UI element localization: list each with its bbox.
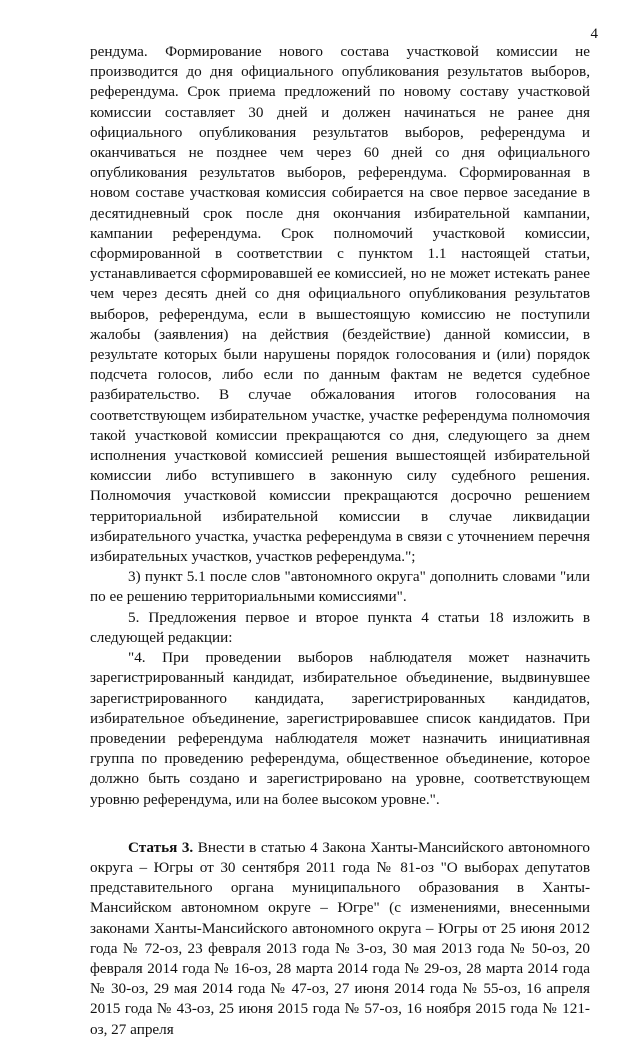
paragraph-item-5: 5. Предложения первое и второе пункта 4 статьи 18 изложить в следующей редакции: bbox=[90, 608, 590, 646]
paragraph-item-3: 3) пункт 5.1 после слов "автономного округа" дополнить словами "или по ее решению территориальными комиссиями". bbox=[90, 568, 590, 606]
article-3-heading: Статья 3. bbox=[128, 838, 194, 856]
article-3-text: Внести в статью 4 Закона Ханты-Мансийского автономного округа – Югры от 30 сентября 2011 года № 81-оз "О выборах депутатов представительного органа муниципального образования в Ханты-Мансийском автономном округе – Югре" (с изменениями, внесенными законами Ханты-Мансийского автономного округа – Югры от 25 июня 2012 года № 72-оз, 23 февраля 2013 года № 3-оз, 30 мая 2013 года № 50-оз, 20 февраля 2014 года № 16-оз, 28 марта 2014 года № 29-оз, 28 марта 2014 года № 30-оз, 29 мая 2014 года № 47-оз, 27 июня 2014 года № 55-оз, 16 апреля 2015 года № 43-оз, 25 июня 2015 года № 57-оз, 16 ноября 2015 года № 121-оз, 27 апреля bbox=[90, 838, 590, 1038]
paragraph-continuation: рендума. Формирование нового состава участковой комиссии не производится до дня официального опубликования результатов выборов, референдума. Срок приема предложений по новому составу участковой комиссии составляет 30 дней и должен начинаться не ранее дня официального опубликования результатов выборов, референдума и оканчиваться не позднее чем через 60 дней со дня официального опубликования результатов выборов, референдума. Сформированная в новом составе участковая комиссия собирается на свое первое заседание в десятидневный срок после дня окончания избирательной кампании, кампании референдума. Срок полномочий участковой комиссии, сформированной в соответствии с пунктом 1.1 настоящей статьи, устанавливается сформировавшей ее комиссией, но не может истекать ранее чем через десять дней со дня официального опубликования результатов выборов, референдума, если в вышестоящую комиссию не поступили жалобы (заявления) на действия (бездействие) данной комиссии, в результате которых были нарушены порядок голосования и (или) порядок подсчета голосов, либо если по данным фактам не ведется судебное разбирательство. В случае обжалования итогов голосования на соответствующем избирательном участке, участке референдума полномочия такой участковой комиссии прекращаются со дня, следующего за днем исполнения участковой комиссией решения вышестоящей избирательной комиссии либо вступившего в законную силу судебного решения. Полномочия участковой комиссии прекращаются досрочно решением территориальной избирательной комиссии в случае ликвидации избирательного участка, участка референдума в связи с уточнением перечня избирательных участков, участков референдума."; bbox=[90, 43, 590, 566]
document-body bbox=[90, 42, 590, 1040]
article-3-paragraph bbox=[90, 838, 590, 1040]
paragraph-quoted-clause-4: "4. При проведении выборов наблюдателя может назначить зарегистрированный кандидат, избирательное объединение, выдвинувшее зарегистрированного кандидата, зарегистрированных кандидатов, избирательное объединение, зарегистрировавшее список кандидатов. При проведении референдума наблюдателя может назначить инициативная группа по проведению референдума, общественное объединение, которое должно быть создано и зарегистрировано на уровне, соответствующем уровню референдума, или на более высоком уровне.". bbox=[90, 649, 590, 808]
page-number: 4 bbox=[590, 26, 598, 42]
